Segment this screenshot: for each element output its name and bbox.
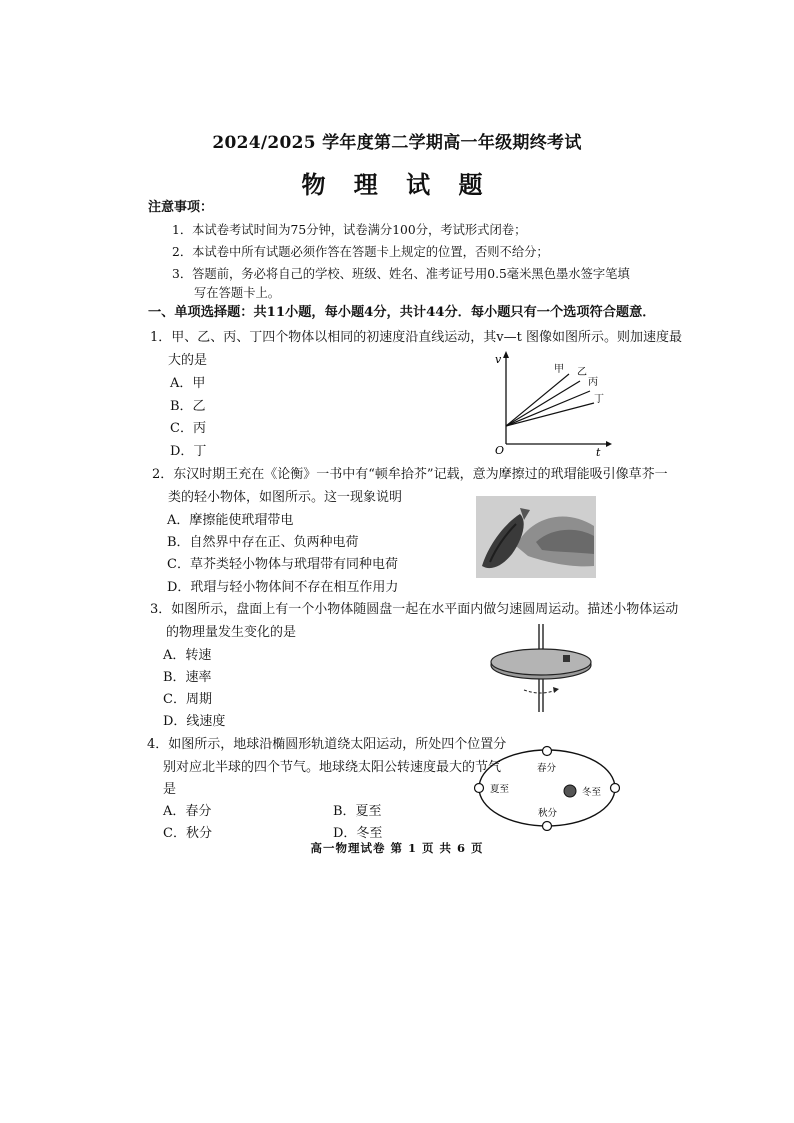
- exam-title: 2024/2025 学年度第二学期高一年级期终考试: [212, 133, 582, 153]
- q3-option-b: B．速率: [163, 670, 212, 685]
- q3-option-a: A．转速: [163, 648, 212, 663]
- exam-subtitle: 物 理 试 题: [301, 170, 493, 199]
- q2-option-a: A．摩擦能使玳瑁带电: [167, 513, 294, 528]
- q4-stem-cont2: 是: [163, 782, 177, 797]
- q1-axis-t: t: [596, 446, 601, 458]
- q4-label-qiufen: 秋分: [538, 808, 558, 819]
- q3-turntable-figure: [486, 624, 596, 712]
- q4-earth-bottom: [543, 822, 552, 831]
- q1-option-a: A．甲: [170, 376, 206, 391]
- q2-option-c: C．草芥类轻小物体与玳瑁带有同种电荷: [167, 557, 398, 572]
- q4-option-b: B．夏至: [333, 804, 382, 819]
- page-footer: 高一物理试卷 第 1 页 共 6 页: [310, 841, 484, 855]
- q4-earth-right: [611, 784, 620, 793]
- q1-option-b: B．乙: [170, 399, 206, 414]
- q1-line-label-jia: 甲: [554, 364, 564, 375]
- q4-label-chunfen: 春分: [537, 763, 557, 774]
- q4-earth-left: [475, 784, 484, 793]
- q2-option-b: B．自然界中存在正、负两种电荷: [167, 535, 359, 550]
- q2-tortoiseshell-photo: [476, 496, 596, 578]
- q2-stem: 2．东汉时期王充在《论衡》一书中有“顿牟拾芥”记载，意为摩擦过的玳瑁能吸引像草芥一: [152, 467, 668, 482]
- notes-heading: 注意事项：: [148, 200, 214, 215]
- note-3: 3．答题前，务必将自己的学校、班级、姓名、准考证号用0.5毫米黑色墨水签字笔填: [172, 267, 630, 281]
- q3-small-object: [563, 655, 570, 662]
- q1-line-label-ding: 丁: [594, 394, 604, 405]
- q1-line-label-yi: 乙: [577, 367, 587, 378]
- q3-stem: 3．如图所示，盘面上有一个小物体随圆盘一起在水平面内做匀速圆周运动。描述小物体运动: [150, 602, 679, 617]
- q4-stem: 4．如图所示，地球沿椭圆形轨道绕太阳运动，所处四个位置分: [147, 737, 507, 752]
- q1-origin: O: [495, 444, 505, 457]
- q4-sun: [564, 785, 576, 797]
- q1-vt-graph: [486, 348, 612, 458]
- q4-earth-top: [543, 747, 552, 756]
- q4-label-dongzhi: 冬至: [582, 787, 602, 798]
- q4-orbit-figure: [474, 745, 620, 831]
- q2-stem-cont: 类的轻小物体，如图所示。这一现象说明: [168, 490, 403, 505]
- q1-option-c: C．丙: [170, 421, 206, 436]
- q3-option-d: D．线速度: [163, 714, 226, 729]
- q1-stem: 1．甲、乙、丙、丁四个物体以相同的初速度沿直线运动，其v—t 图像如图所示。则加速度最: [150, 330, 682, 345]
- q1-stem-cont: 大的是: [168, 353, 208, 368]
- q4-option-d: D．冬至: [333, 826, 383, 841]
- q1-option-d: D．丁: [170, 444, 207, 459]
- note-1: 1．本试卷考试时间为75分钟，试卷满分100分，考试形式闭卷；: [172, 223, 527, 237]
- q2-option-d: D．玳瑁与轻小物体间不存在相互作用力: [167, 580, 399, 595]
- note-3-cont: 写在答题卡上。: [194, 286, 281, 300]
- q3-option-c: C．周期: [163, 692, 212, 707]
- q4-option-a: A．春分: [163, 804, 212, 819]
- q1-line-label-bing: 丙: [588, 377, 598, 388]
- q3-stem-cont: 的物理量发生变化的是: [166, 625, 297, 640]
- section-heading: 一、单项选择题：共11小题，每小题4分，共计44分．每小题只有一个选项符合题意．: [148, 305, 656, 320]
- q4-label-xiazhi: 夏至: [490, 784, 510, 795]
- q4-option-c: C．秋分: [163, 826, 212, 841]
- q4-stem-cont: 别对应北半球的四个节气。地球绕太阳公转速度最大的节气: [163, 760, 502, 775]
- q1-axis-v: v: [495, 353, 502, 366]
- note-2: 2．本试卷中所有试题必须作答在答题卡上规定的位置，否则不给分；: [172, 245, 549, 259]
